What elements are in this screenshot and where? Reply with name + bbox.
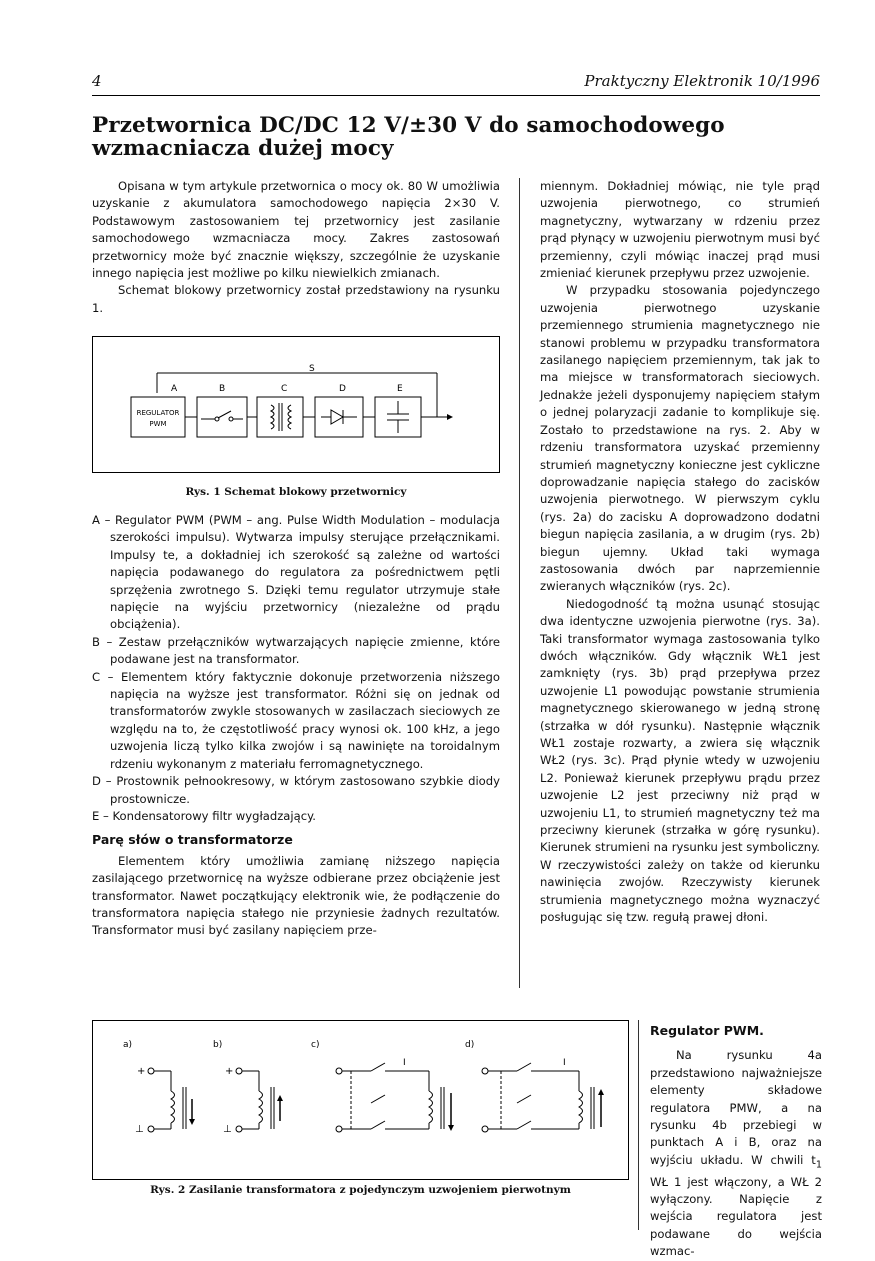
transformer-paragraph-1: Elementem który umożliwia zamianę niższego napięcia zasilającego przetwornicę na wyższe odbierane przez obciążenie jest transformator. Nawet początkujący elektronik wie, że podłączenie do transformatora napięcia stałego nie przyniesie żadnych rezultatów. Transformator musi być zasilany napięciem prze- xyxy=(92,853,500,938)
panel-label-a: a) xyxy=(123,1040,133,1050)
pwm-paragraph-1-text: Na rysunku 4a przedstawiono najważniejsze elementy składowe regulatora PMW, a na rysunku 4b przebiegi w punktach A i B, oraz na wyjściu układu. W chwili xyxy=(650,1048,822,1167)
switch-c-1 xyxy=(371,1063,385,1071)
figure-1-caption: Rys. 1 Schemat blokowy przetwornicy xyxy=(185,486,407,498)
terminal-d-bot xyxy=(482,1126,488,1132)
flux-arrowhead-d xyxy=(598,1089,604,1095)
winding-b xyxy=(259,1091,263,1123)
winding-d xyxy=(579,1091,583,1123)
block-regulator xyxy=(131,397,185,437)
flux-arrowhead-c xyxy=(448,1125,454,1131)
page-number: 4 xyxy=(92,72,102,90)
right-column-text xyxy=(540,178,820,926)
right-paragraph-1: miennym. Dokładniej mówiąc, nie tyle prąd uzwojenia pierwotnego, co strumień magnetyczny, wytwarzany w rdzeniu przez prąd płynący w uzwojeniu pierwotnym musi być przemienny, czyli mówiąc inaczej prąd musi zmieniać kierunek przepływu przez uzwojenie. xyxy=(540,179,820,281)
flux-arrowhead-a xyxy=(189,1119,195,1125)
column-divider xyxy=(519,178,520,988)
diode-symbol xyxy=(331,410,343,424)
article-title xyxy=(92,114,732,160)
plus-b: + xyxy=(225,1066,234,1077)
panel-label-d: d) xyxy=(465,1040,475,1050)
pwm-paragraph-1 xyxy=(650,1047,822,1260)
article-title-line2: wzmacniacza dużej mocy xyxy=(92,136,394,161)
intro-text xyxy=(92,178,500,317)
switch-contact-2 xyxy=(229,417,233,421)
list-item: B – Zestaw przełączników wytwarzających napięcie zmienne, które podawane jest na transformator. xyxy=(92,634,500,667)
flux-arrowhead-b xyxy=(277,1095,283,1101)
ground-b: ⊥ xyxy=(223,1124,232,1135)
terminal-b-bot xyxy=(236,1126,242,1132)
current-label-c: I xyxy=(403,1058,406,1068)
journal-title: Praktyczny Elektronik 10/1996 xyxy=(584,72,820,90)
switch-d-2 xyxy=(517,1095,531,1103)
switch-c-2 xyxy=(371,1095,385,1103)
switch-d-1 xyxy=(517,1063,531,1071)
block-switches xyxy=(197,397,247,437)
section-heading-transformer: Parę słów o transformatorze xyxy=(92,832,293,848)
label-s: S xyxy=(309,364,315,374)
pwm-paragraph-1-cont: WŁ 1 jest włączony, a WŁ 2 wyłączony. Napięcie z wejścia regulatora jest podawane do wejścia wzmac- xyxy=(650,1174,822,1259)
list-item: E – Kondensatorowy filtr wygładzający. xyxy=(92,808,316,823)
winding-c xyxy=(429,1091,433,1123)
transformer-primary xyxy=(271,405,274,429)
label-d: D xyxy=(339,384,346,394)
article-title-line1: Przetwornica DC/DC 12 V/±30 V do samochodowego xyxy=(92,113,725,138)
label-b: B xyxy=(219,384,226,394)
component-list xyxy=(92,512,500,940)
panel-label-b: b) xyxy=(213,1040,223,1050)
time-subscript: 1 xyxy=(815,1159,822,1171)
intro-paragraph-2: Schemat blokowy przetwornicy został przedstawiony na rysunku 1. xyxy=(92,283,500,315)
terminal-c-bot xyxy=(336,1126,342,1132)
column-divider-bottom xyxy=(638,1020,639,1230)
switch-blade xyxy=(218,411,231,418)
list-item: D – Prostownik pełnookresowy, w którym zastosowano szybkie diody prostownicze. xyxy=(92,774,500,806)
figure-1-block-diagram xyxy=(92,336,500,473)
terminal-a-top xyxy=(148,1068,154,1074)
right-paragraph-3: Niedogodność tą można usunąć stosując dwa identyczne uzwojenia pierwotne (rys. 3a). Taki transformator wymaga zastosowania tylko dwóch włączników. Gdy włącznik WŁ1 jest zamknięty (rys. 3b) prąd przepływa przez uzwojenie L1 powodując powstanie strumienia magnetycznego skierowanego w jedną stronę (strzałka w dół rysunku). Następnie włącznik WŁ1 zostaje rozwarty, a zwiera się włącznik WŁ2 (rys. 3c). Prąd płynie wtedy w uzwojeniu L2. Ponieważ kierunek przepływu prądu przez uzwojenie L2 jest przeciwny niż prąd w uzwojeniu L1, to strumień magnetyczny też ma przeciwny kierunek (strzałka w górę rysunku). Kierunek strumieni na rysunku jest symboliczny. W rzeczywistości zależy on także od kierunku nawinięcia zwojów. Rzeczywisty kierunek strumienia magnetycznego można wyznaczyć posługując się tzw. regułą prawej dłoni. xyxy=(540,596,820,925)
transformer-secondary xyxy=(288,405,291,429)
label-a: A xyxy=(171,384,178,394)
terminal-a-bot xyxy=(148,1126,154,1132)
intro-paragraph-1: Opisana w tym artykule przetwornica o mocy ok. 80 W umożliwia uzyskanie z akumulatora samochodowego napięcia 2×30 V. Podstawowym zastosowaniem tej przetwornicy jest zasilanie samochodowego wzmacniacza mocy. Zakres zastosowań przetwornicy może być znacznie większy, szczególnie że uzyskanie innego napięcia jest możliwe po kilku niewielkich zmianach. xyxy=(92,179,500,281)
ground-a: ⊥ xyxy=(135,1124,144,1135)
block-regulator-label-1: REGULATOR xyxy=(136,409,180,417)
winding-a xyxy=(171,1091,175,1123)
switch-d-3 xyxy=(517,1121,531,1129)
header-rule xyxy=(92,95,820,96)
right-paragraph-2: W przypadku stosowania pojedynczego uzwojenia pierwotnego uzyskanie przemiennego strumienia magnetycznego nie stanowi problemu w przypadku transformatora zasilanego napięciem przemiennym, tak jak to ma miejsce w transformatorach sieciowych. Jednakże jeżeli dysponujemy napięciem stałym o jednej polaryzacji zadanie to komplikuje się. Zostało to przedstawione na rys. 2. Aby w rdzeniu transformatora uzyskać przemienny strumień magnetyczny konieczne jest cykliczne doprowadzanie napięcia stałego do zacisków uzwojenia pierwotnego. W pierwszym cyklu (rys. 2a) do zacisku A doprowadzono dodatni biegun napięcia zasilania, a w drugim (rys. 2b) biegun ujemny. Układ taki wymaga zastosowania dwóch par naprzemiennie zwieranych włączników (rys. 2c). xyxy=(540,283,820,594)
page-header xyxy=(92,72,820,94)
label-e: E xyxy=(397,384,403,394)
plus-a: + xyxy=(137,1066,146,1077)
terminal-d-top xyxy=(482,1068,488,1074)
current-label-d: I xyxy=(563,1058,566,1068)
block-diagram-svg xyxy=(93,337,499,472)
section-pwm xyxy=(650,1022,822,1261)
section-heading-pwm: Regulator PWM. xyxy=(650,1023,764,1038)
figure-2-svg xyxy=(93,1021,628,1179)
block-regulator-label-2: PWM xyxy=(149,420,167,428)
output-arrowhead xyxy=(447,414,453,420)
list-item: A – Regulator PWM (PWM – ang. Pulse Width Modulation – modulacja szerokości impulsu). Wytwarza impulsy sterujące przełącznikami. Impulsy te, a dokładniej ich szerokość są zależne od wartości napięcia podawanego do regulatora za pośrednictwem pętli sprzężenia zwrotnego S. Dzięki temu regulator utrzymuje stałe napięcie na wyjściu przetwornicy (niezależne od prądu obciążenia). xyxy=(92,513,500,632)
terminal-c-top xyxy=(336,1068,342,1074)
list-item: C – Elementem który faktycznie dokonuje przetworzenia niższego napięcia na wyższe jest transformator. Różni się on jednak od transformatorów zwykle stosowanych w zasilaczach sieciowych ze względu na to, że częstotliwość pracy wynosi ok. 100 kHz, a jego uzwojenia liczą tylko kilka zwojów i są nawinięte na toroidalnym rdzeniu wykonanym z materiału ferromagnetycznego. xyxy=(92,669,500,771)
panel-label-c: c) xyxy=(311,1040,320,1050)
time-symbol: t xyxy=(811,1152,816,1167)
figure-2-supply-schemes xyxy=(92,1020,629,1196)
block-transformer xyxy=(257,397,303,437)
switch-c-3 xyxy=(371,1121,385,1129)
terminal-b-top xyxy=(236,1068,242,1074)
figure-2-caption: Rys. 2 Zasilanie transformatora z pojedynczym uzwojeniem pierwotnym xyxy=(150,1184,571,1196)
label-c: C xyxy=(281,384,288,394)
